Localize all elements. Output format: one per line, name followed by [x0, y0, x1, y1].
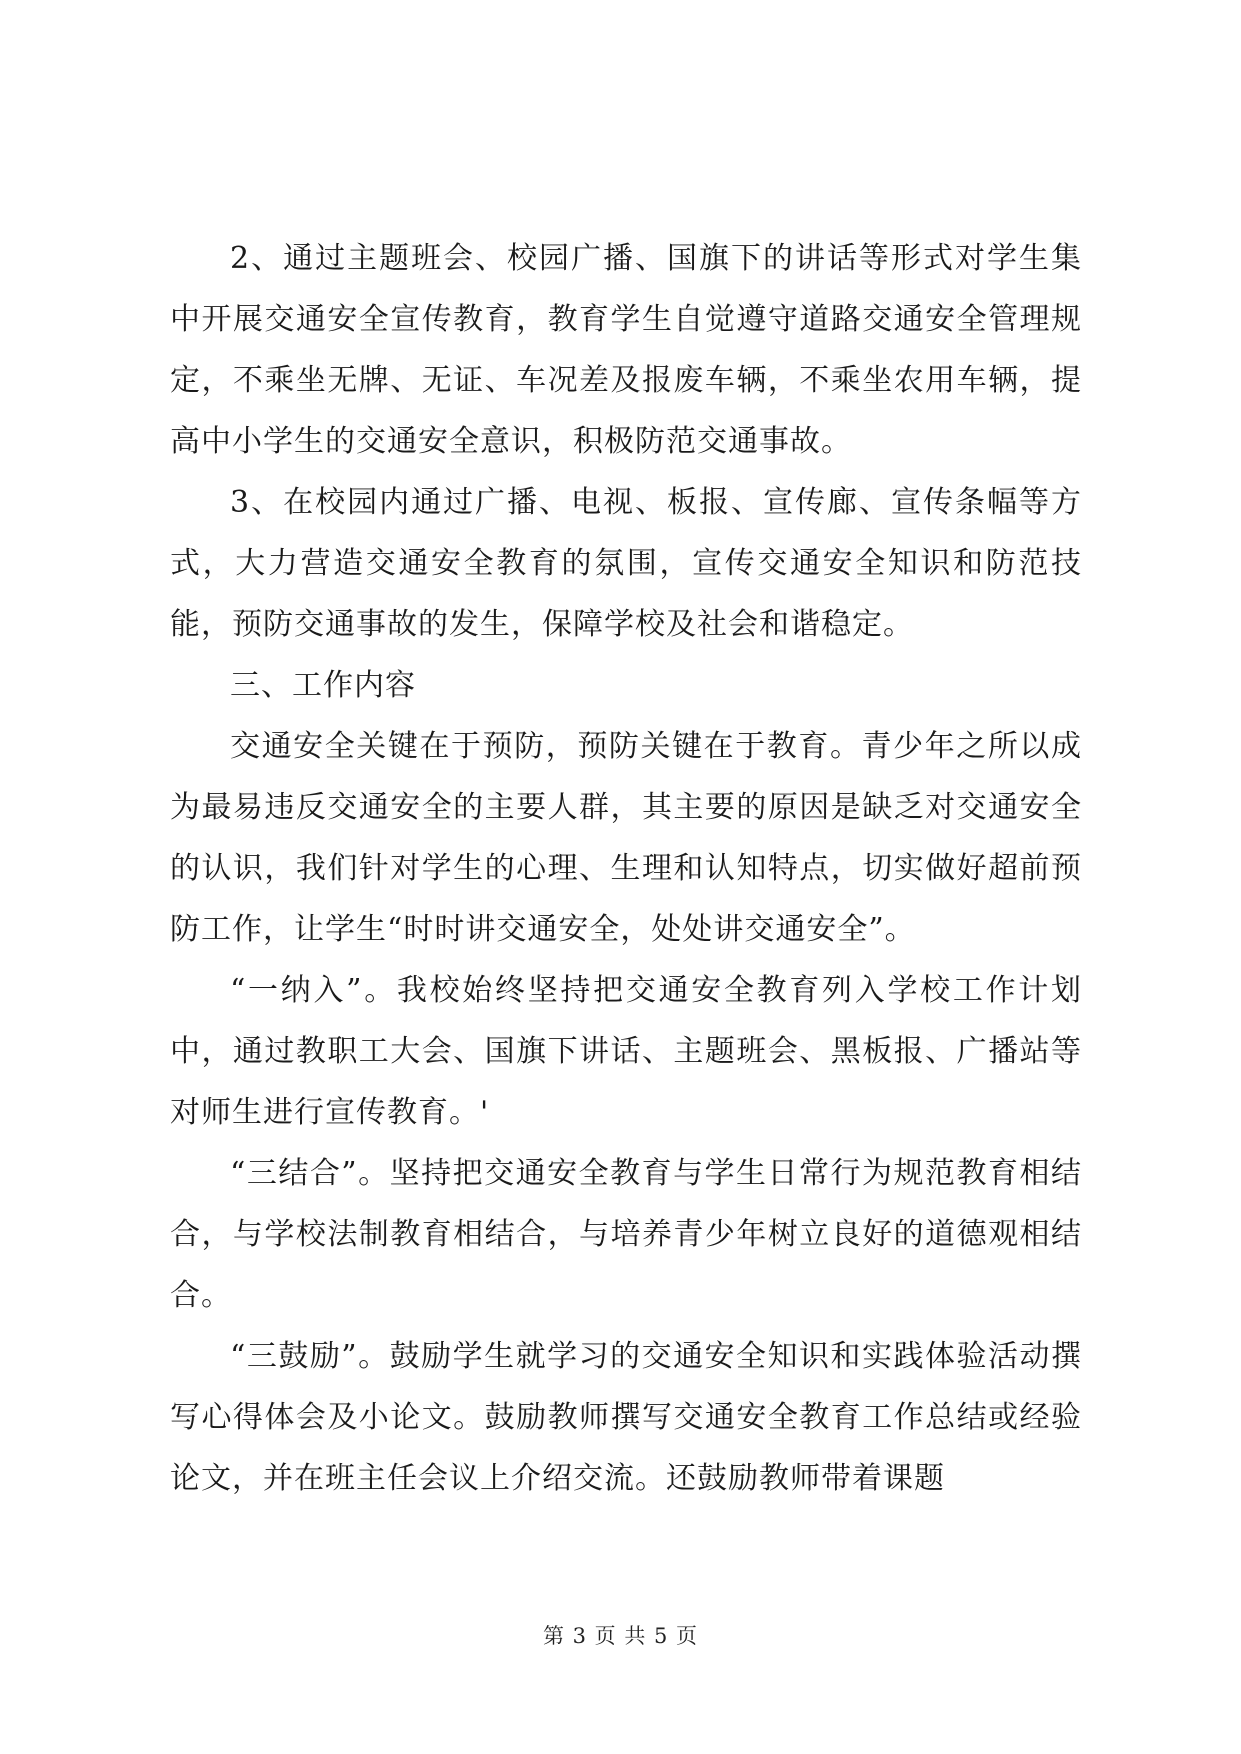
- paragraph-measure-2: 2、通过主题班会、校园广播、国旗下的讲话等形式对学生集中开展交通安全宣传教育，教育学生自觉遵守道路交通安全管理规定，不乘坐无牌、无证、车况差及报废车辆，不乘坐农用车辆，提高中小学生的交通安全意识，积极防范交通事故。: [170, 241, 1082, 459]
- paragraph-three-combinations: “三结合”。坚持把交通安全教育与学生日常行为规范教育相结合，与学校法制教育相结合，与培养青少年树立良好的道德观相结合。: [170, 1156, 1082, 1313]
- document-body: [170, 228, 1082, 1509]
- paragraph-prevention-intro: 交通安全关键在于预防，预防关键在于教育。青少年之所以成为最易违反交通安全的主要人群，其主要的原因是缺乏对交通安全的认识，我们针对学生的心理、生理和认知特点，切实做好超前预防工作，让学生“时时讲交通安全，处处讲交通安全”。: [170, 729, 1082, 947]
- paragraph-three-encouragements: “三鼓励”。鼓励学生就学习的交通安全知识和实践体验活动撰写心得体会及小论文。鼓励教师撰写交通安全教育工作总结或经验论文，并在班主任会议上介绍交流。还鼓励教师带着课题: [170, 1339, 1082, 1496]
- page-number-footer: 第 3 页 共 5 页: [542, 1624, 699, 1648]
- section-heading-work-content: 三、工作内容: [230, 668, 416, 703]
- paragraph-one-inclusion: “一纳入”。我校始终坚持把交通安全教育列入学校工作计划中，通过教职工大会、国旗下讲话、主题班会、黑板报、广播站等对师生进行宣传教育。': [170, 973, 1082, 1130]
- paragraph-measure-3: 3、在校园内通过广播、电视、板报、宣传廊、宣传条幅等方式，大力营造交通安全教育的氛围，宣传交通安全知识和防范技能，预防交通事故的发生，保障学校及社会和谐稳定。: [170, 485, 1082, 642]
